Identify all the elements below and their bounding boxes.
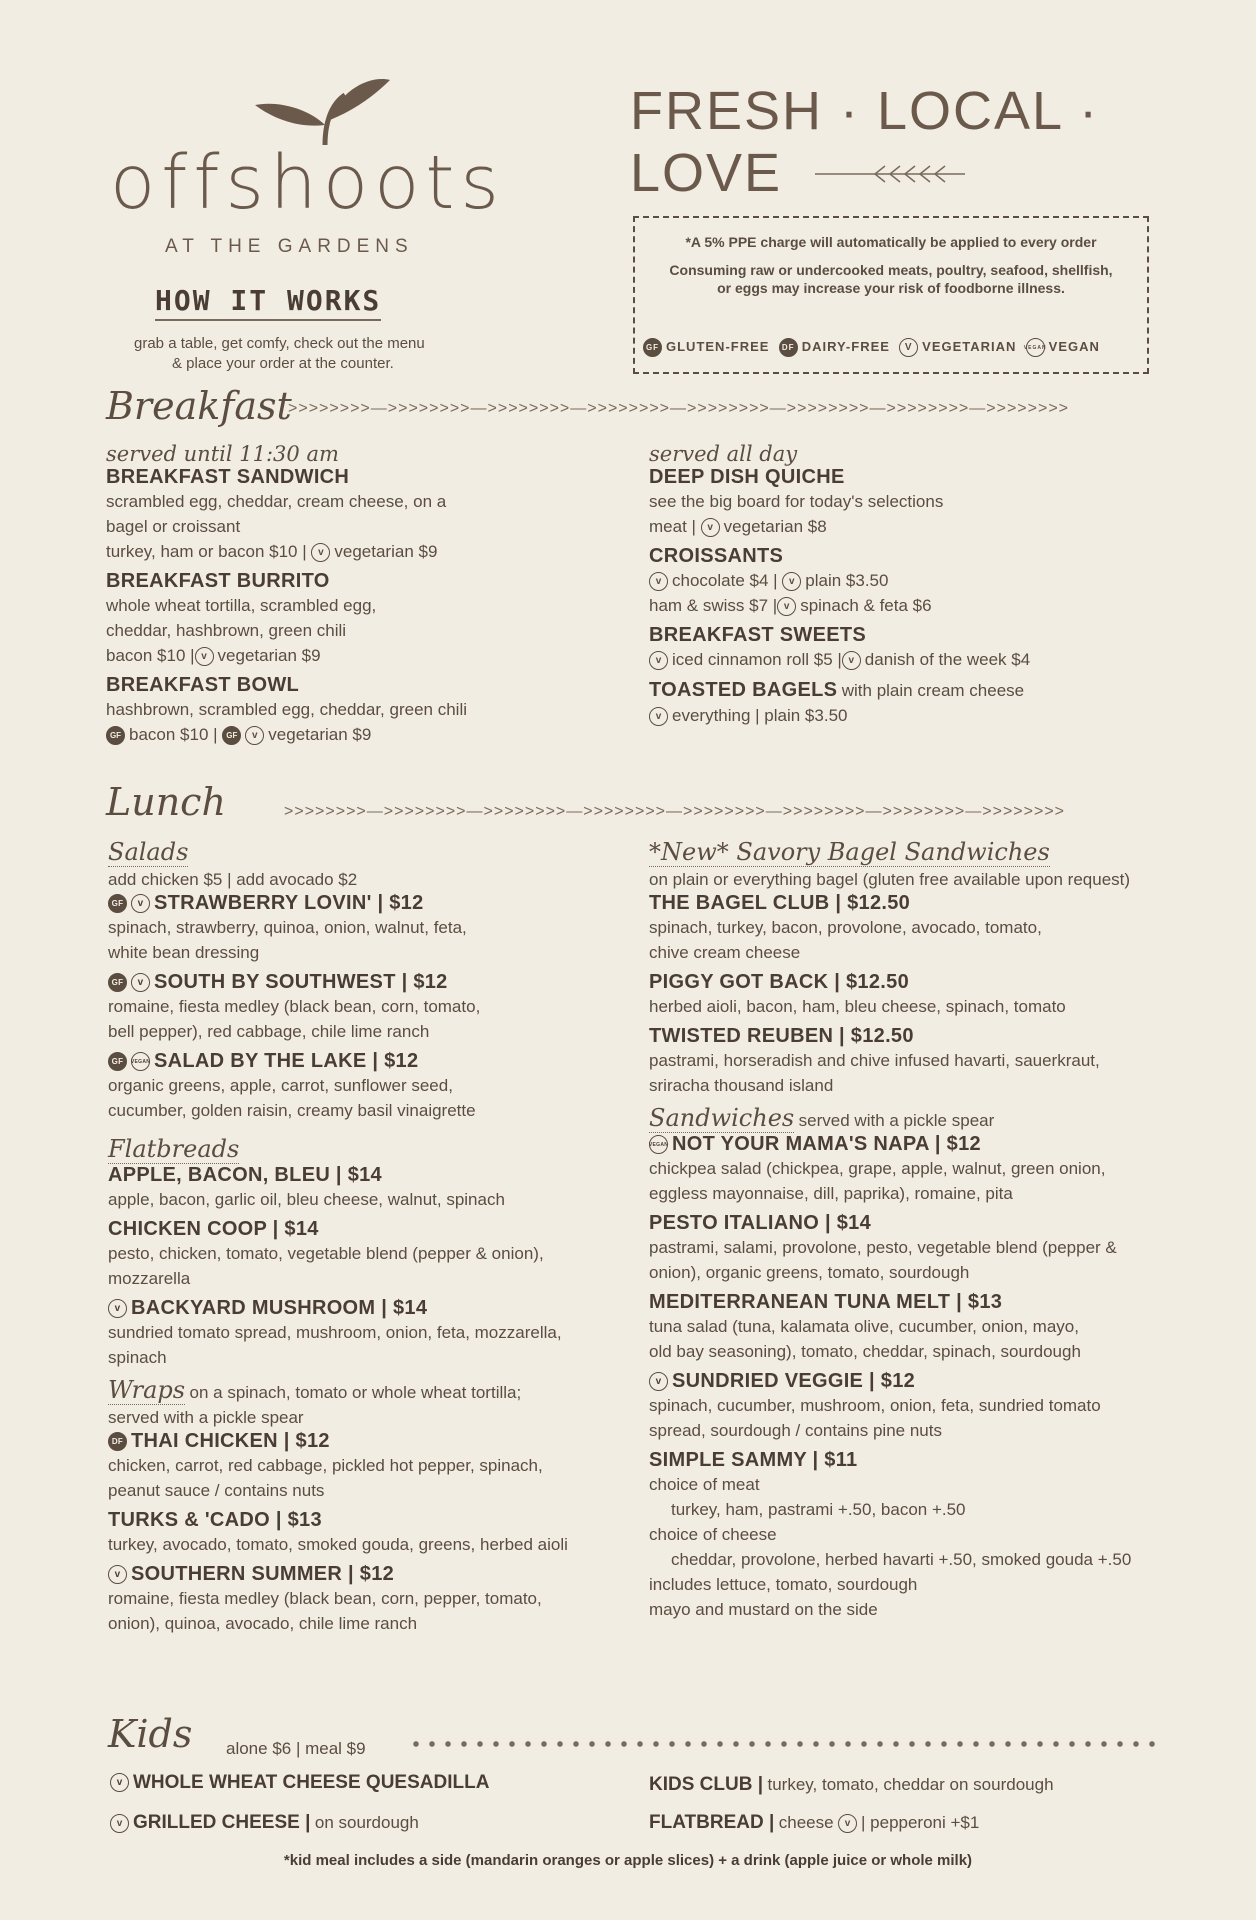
breakfast-sandwich-desc2: bagel or croissant: [106, 517, 241, 536]
flatbread-title: CHICKEN COOP | $14: [108, 1218, 319, 1240]
gluten-free-icon: GF: [222, 726, 241, 745]
breakfast-sandwich-price2: vegetarian $9: [334, 542, 438, 561]
quiche-title: DEEP DISH QUICHE: [649, 466, 845, 488]
vegetarian-icon: V: [899, 338, 918, 357]
wrap-title: THAI CHICKEN | $12: [131, 1430, 330, 1452]
breakfast-burrito-price2: vegetarian $9: [217, 646, 321, 665]
vegetarian-icon: v: [782, 572, 801, 591]
logo: [110, 70, 505, 270]
bagel-new-prefix: *: [649, 838, 661, 866]
sandwich-title: PESTO ITALIANO | $14: [649, 1212, 872, 1234]
vegetarian-icon: v: [649, 707, 668, 726]
sandwich-desc: tuna salad (tuna, kalamata olive, cucumber, onion, mayo,: [649, 1317, 1079, 1336]
salad-item: [108, 1050, 628, 1123]
bagel-item: [649, 892, 1229, 965]
kids-grilled-note: on sourdough: [314, 1813, 419, 1832]
croissant-ham: ham & swiss $7 |: [649, 596, 778, 615]
sweets-danish: danish of the week $4: [864, 650, 1031, 669]
sandwich-item: [649, 1291, 1229, 1364]
salad-desc: organic greens, apple, carrot, sunflower seed,: [108, 1076, 453, 1095]
kids-heading: Kids: [108, 1712, 193, 1756]
wrap-desc: romaine, fiesta medley (black bean, corn, pepper, tomato,: [108, 1589, 542, 1608]
vegetarian-icon: v: [838, 1814, 857, 1833]
breakfast-left: [106, 442, 626, 753]
vegetarian-icon: v: [108, 1299, 127, 1318]
breakfast-sandwich-price: turkey, ham or bacon $10 |: [106, 542, 307, 561]
breakfast-left-sub: served until 11:30 am: [106, 442, 339, 466]
legend-vegan: VEGAN: [1048, 338, 1100, 354]
salad-desc2: white bean dressing: [108, 943, 260, 962]
notice-box: [633, 216, 1149, 374]
wrap-item: [108, 1509, 628, 1557]
flatbread-item: [108, 1218, 628, 1291]
bagel-heading-text: * Savory Bagel Sandwiches: [716, 838, 1050, 866]
croissants-title: CROISSANTS: [649, 545, 784, 567]
how-it-works-title: HOW IT WORKS: [155, 284, 381, 321]
vegetarian-icon: v: [110, 1814, 129, 1833]
vegetarian-icon: v: [131, 973, 150, 992]
gluten-free-icon: GF: [643, 338, 662, 357]
vegetarian-icon: v: [701, 518, 720, 537]
tagline: FRESH · LOCAL · LOVE: [630, 81, 1100, 203]
flatbread-desc: sundried tomato spread, mushroom, onion, feta, mozzarella,: [108, 1323, 562, 1342]
gluten-free-icon: GF: [108, 894, 127, 913]
lunch-divider: >>>>>>>>—>>>>>>>>—>>>>>>>>—>>>>>>>>—>>>>>>>>—>>>>>>>>—>>>>>>>>—>>>>>>>>: [284, 803, 1065, 820]
flatbread-desc2: mozzarella: [108, 1269, 191, 1288]
simple-condiments: mayo and mustard on the side: [649, 1600, 878, 1619]
kids-footnote: *kid meal includes a side (mandarin oranges or apple slices) + a drink (apple juice or whole milk): [283, 1852, 973, 1869]
sandwich-item: [649, 1133, 1229, 1206]
bagel-desc: herbed aioli, bacon, ham, bleu cheese, spinach, tomato: [649, 997, 1066, 1016]
flatbreads-heading: Flatbreads: [108, 1135, 240, 1163]
sandwich-desc2: onion), organic greens, tomato, sourdough: [649, 1263, 970, 1282]
breakfast-sandwich-title: BREAKFAST SANDWICH: [106, 466, 350, 488]
diet-legend: [643, 338, 1100, 357]
vegetarian-icon: v: [108, 1565, 127, 1584]
breakfast-burrito-price: bacon $10 |: [106, 646, 195, 665]
salad-item: [108, 971, 628, 1044]
breakfast-heading: Breakfast: [106, 384, 292, 428]
bagels-title: TOASTED BAGELS: [649, 679, 838, 701]
kids-quesadilla-label: WHOLE WHEAT CHEESE QUESADILLA: [133, 1772, 490, 1793]
wrap-title: TURKS & 'CADO | $13: [108, 1509, 322, 1531]
wrap-item: [108, 1430, 628, 1503]
brand-name: offshoots: [110, 140, 505, 226]
quiche-price2: vegetarian $8: [723, 517, 827, 536]
bagel-sandwiches-note: on plain or everything bagel (gluten free available upon request): [649, 870, 1131, 889]
kids-grilled-label: GRILLED CHEESE |: [133, 1812, 311, 1833]
flatbread-desc: pesto, chicken, tomato, vegetable blend (pepper & onion),: [108, 1244, 544, 1263]
croissant-chocolate: chocolate $4 |: [672, 571, 778, 590]
vegetarian-icon: v: [777, 597, 796, 616]
breakfast-bowl-price2: vegetarian $9: [268, 725, 372, 744]
sandwich-title: SUNDRIED VEGGIE | $12: [672, 1370, 916, 1392]
vegetarian-icon: v: [649, 651, 668, 670]
vegetarian-icon: v: [842, 651, 861, 670]
sweets-title: BREAKFAST SWEETS: [649, 624, 867, 646]
salad-desc2: cucumber, golden raisin, creamy basil vinaigrette: [108, 1101, 476, 1120]
brand-subtitle: AT THE GARDENS: [165, 236, 414, 257]
breakfast-bowl-desc: hashbrown, scrambled egg, cheddar, green chili: [106, 700, 467, 719]
wheat-icon: [815, 162, 965, 186]
simple-includes: includes lettuce, tomato, sourdough: [649, 1575, 918, 1594]
wrap-desc2: peanut sauce / contains nuts: [108, 1481, 325, 1500]
breakfast-divider: >>>>>>>>—>>>>>>>>—>>>>>>>>—>>>>>>>>—>>>>>>>>—>>>>>>>>—>>>>>>>>—>>>>>>>>: [288, 400, 1069, 417]
wrap-title: SOUTHERN SUMMER | $12: [131, 1563, 395, 1585]
ppe-notice: *A 5% PPE charge will automatically be applied to every order: [685, 234, 1097, 250]
bagel-title: THE BAGEL CLUB | $12.50: [649, 892, 911, 914]
salad-desc2: bell pepper), red cabbage, chile lime ranch: [108, 1022, 430, 1041]
sandwich-title: MEDITERRANEAN TUNA MELT | $13: [649, 1291, 1003, 1313]
flatbread-desc2: spinach: [108, 1348, 167, 1367]
dairy-free-icon: DF: [779, 338, 798, 357]
kids-club: [649, 1772, 1054, 1797]
vegetarian-icon: v: [195, 647, 214, 666]
wrap-item: [108, 1563, 628, 1636]
breakfast-right: [649, 442, 1209, 734]
gluten-free-icon: GF: [106, 726, 125, 745]
breakfast-bowl-title: BREAKFAST BOWL: [106, 674, 300, 696]
quiche-desc: see the big board for today's selections: [649, 492, 944, 511]
vegan-icon: VEGAN: [1026, 338, 1045, 357]
croissant-spinach: spinach & feta $6: [800, 596, 932, 615]
vegan-icon: VEGAN: [131, 1052, 150, 1071]
flatbread-desc: apple, bacon, garlic oil, bleu cheese, walnut, spinach: [108, 1190, 505, 1209]
breakfast-burrito-title: BREAKFAST BURRITO: [106, 570, 330, 592]
kids-grilled: [110, 1810, 419, 1835]
simple-cheese-label: choice of cheese: [649, 1525, 777, 1544]
salad-item: [108, 892, 628, 965]
warning-line1: Consuming raw or undercooked meats, poultry, seafood, shellfish,: [669, 262, 1113, 278]
kids-flatbread-cheese: cheese: [778, 1813, 834, 1832]
sandwich-item: [649, 1370, 1229, 1443]
sandwich-desc: spinach, cucumber, mushroom, onion, feta, sundried tomato: [649, 1396, 1101, 1415]
bagel-title: PIGGY GOT BACK | $12.50: [649, 971, 909, 993]
gluten-free-icon: GF: [108, 1052, 127, 1071]
breakfast-sandwich-desc: scrambled egg, cheddar, cream cheese, on a: [106, 492, 447, 511]
simple-sammy-title: SIMPLE SAMMY | $11: [649, 1449, 858, 1471]
breakfast-burrito-desc: whole wheat tortilla, scrambled egg,: [106, 596, 377, 615]
salads-heading: Salads: [108, 838, 189, 866]
bagel-item: [649, 971, 1229, 1019]
lunch-left: [108, 838, 628, 1642]
sandwich-desc2: eggless mayonnaise, dill, paprika), romaine, pita: [649, 1184, 1013, 1203]
vegetarian-icon: v: [245, 726, 264, 745]
vegetarian-icon: v: [649, 572, 668, 591]
simple-meat-label: choice of meat: [649, 1475, 760, 1494]
bagel-desc2: sriracha thousand island: [649, 1076, 834, 1095]
simple-sammy: [649, 1449, 1229, 1622]
breakfast-burrito-desc2: cheddar, hashbrown, green chili: [106, 621, 347, 640]
bagels-price: everything | plain $3.50: [672, 706, 848, 725]
salad-desc: romaine, fiesta medley (black bean, corn, tomato,: [108, 997, 481, 1016]
sprout-icon: [230, 70, 390, 150]
bagel-title: TWISTED REUBEN | $12.50: [649, 1025, 914, 1047]
bagel-item: [649, 1025, 1229, 1098]
flatbread-title: BACKYARD MUSHROOM | $14: [131, 1297, 428, 1319]
salads-note: add chicken $5 | add avocado $2: [108, 870, 358, 889]
kids-flatbread-label: FLATBREAD |: [649, 1812, 775, 1833]
vegetarian-icon: v: [131, 894, 150, 913]
sandwiches-heading: Sandwiches: [649, 1104, 795, 1132]
bagel-new-label: New: [661, 838, 717, 866]
bagel-desc: spinach, turkey, bacon, provolone, avocado, tomato,: [649, 918, 1042, 937]
kids-quesadilla: [110, 1772, 489, 1794]
vegan-icon: VEGAN: [649, 1135, 668, 1154]
vegetarian-icon: v: [110, 1773, 129, 1792]
legend-dairy-free: DAIRY-FREE: [801, 338, 890, 354]
sandwich-desc: chickpea salad (chickpea, grape, apple, walnut, green onion,: [649, 1159, 1106, 1178]
kids-flatbread-pepperoni: | pepperoni +$1: [861, 1813, 980, 1832]
simple-meat-options: turkey, ham, pastrami +.50, bacon +.50: [671, 1500, 966, 1519]
sweets-cinnamon: iced cinnamon roll $5 |: [672, 650, 842, 669]
dairy-free-icon: DF: [108, 1432, 127, 1451]
gluten-free-icon: GF: [108, 973, 127, 992]
bagel-desc: pastrami, horseradish and chive infused havarti, sauerkraut,: [649, 1051, 1100, 1070]
kids-divider: [408, 1738, 1158, 1750]
breakfast-right-sub: served all day: [649, 442, 798, 466]
vegetarian-icon: v: [649, 1372, 668, 1391]
sandwich-desc2: old bay seasoning), tomato, cheddar, spinach, sourdough: [649, 1342, 1081, 1361]
flatbread-title: APPLE, BACON, BLEU | $14: [108, 1164, 382, 1186]
wraps-heading: Wraps: [108, 1376, 186, 1404]
flatbread-item: [108, 1164, 628, 1212]
lunch-heading: Lunch: [106, 780, 226, 824]
wrap-desc: turkey, avocado, tomato, smoked gouda, greens, herbed aioli: [108, 1535, 568, 1554]
legend-gluten-free: GLUTEN-FREE: [666, 338, 770, 354]
warning-line2: or eggs may increase your risk of foodborne illness.: [717, 280, 1065, 296]
sandwiches-note: served with a pickle spear: [798, 1111, 995, 1130]
sandwich-title: NOT YOUR MAMA'S NAPA | $12: [672, 1133, 981, 1155]
breakfast-bowl-price: bacon $10 |: [129, 725, 218, 744]
sandwich-desc2: spread, sourdough / contains pine nuts: [649, 1421, 942, 1440]
kids-club-note: turkey, tomato, cheddar on sourdough: [767, 1775, 1054, 1794]
kids-club-label: KIDS CLUB |: [649, 1774, 764, 1795]
simple-cheese-options: cheddar, provolone, herbed havarti +.50, smoked gouda +.50: [671, 1550, 1132, 1569]
sandwich-desc: pastrami, salami, provolone, pesto, vegetable blend (pepper &: [649, 1238, 1117, 1257]
wraps-note: on a spinach, tomato or whole wheat tortilla;: [189, 1383, 522, 1402]
how-it-works-line2: & place your order at the counter.: [172, 355, 394, 372]
bagels-note: with plain cream cheese: [841, 681, 1025, 700]
wrap-desc2: onion), quinoa, avocado, chile lime ranch: [108, 1614, 418, 1633]
how-it-works-line1: grab a table, get comfy, check out the menu: [134, 335, 425, 352]
croissant-plain: plain $3.50: [805, 571, 889, 590]
salad-title: SALAD BY THE LAKE | $12: [154, 1050, 419, 1072]
quiche-price: meat |: [649, 517, 696, 536]
sandwich-item: [649, 1212, 1229, 1285]
bagel-desc2: chive cream cheese: [649, 943, 801, 962]
flatbread-item: [108, 1297, 628, 1370]
salad-title: STRAWBERRY LOVIN' | $12: [154, 892, 424, 914]
bagel-sandwiches-heading: [649, 838, 1050, 867]
salad-desc: spinach, strawberry, quinoa, onion, walnut, feta,: [108, 918, 467, 937]
wrap-desc: chicken, carrot, red cabbage, pickled hot pepper, spinach,: [108, 1456, 543, 1475]
kids-price: alone $6 | meal $9: [226, 1739, 366, 1758]
wraps-note2: served with a pickle spear: [108, 1408, 304, 1427]
salad-title: SOUTH BY SOUTHWEST | $12: [154, 971, 448, 993]
vegetarian-icon: v: [311, 543, 330, 562]
kids-flatbread: [649, 1810, 979, 1835]
lunch-right: [649, 838, 1229, 1628]
legend-vegetarian: VEGETARIAN: [922, 338, 1017, 354]
